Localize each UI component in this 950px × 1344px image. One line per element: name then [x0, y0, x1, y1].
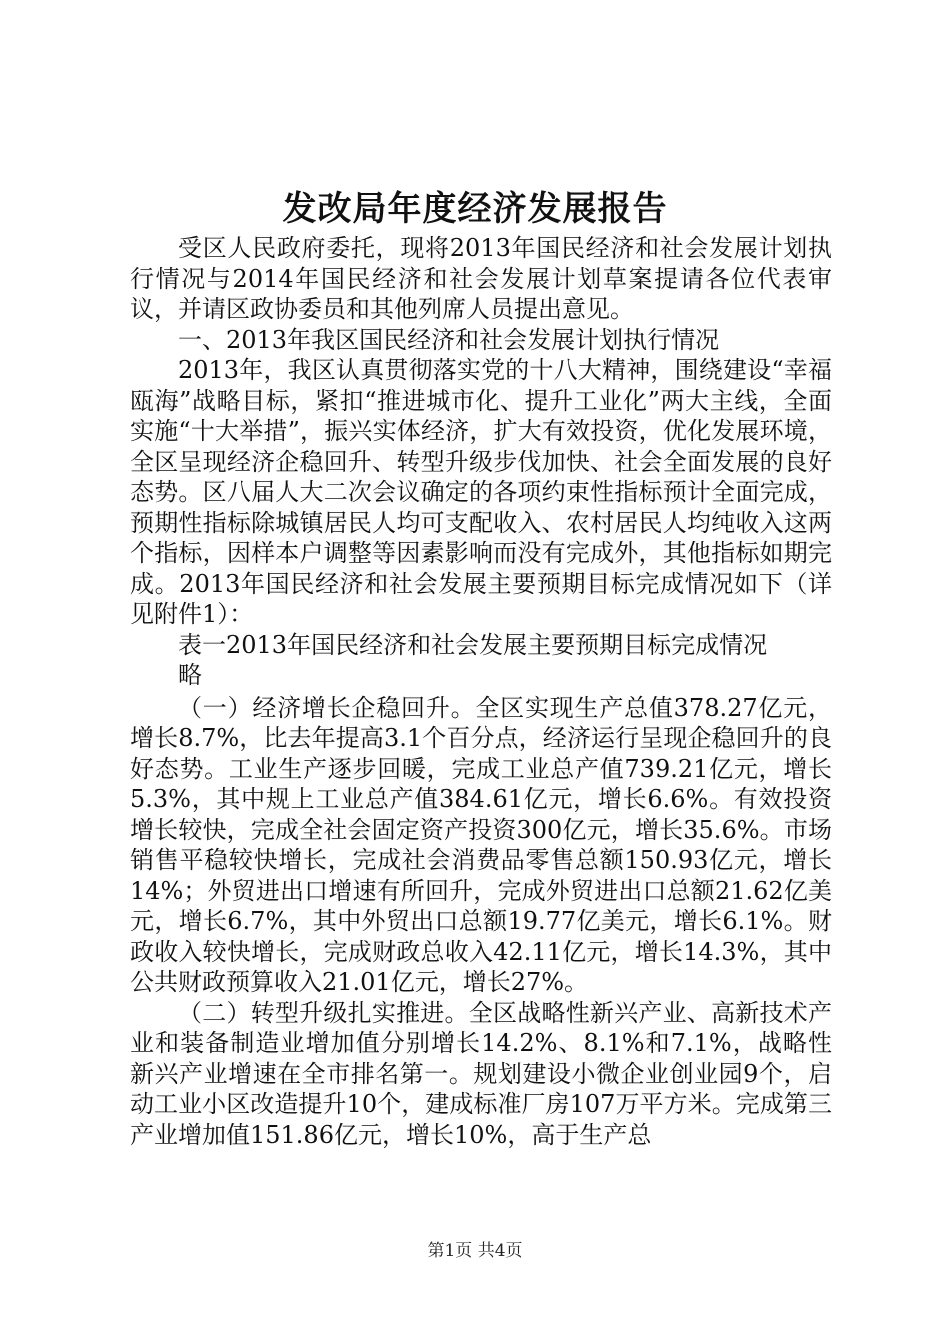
overview-paragraph: 2013年，我区认真贯彻落实党的十八大精神，围绕建设“幸福瓯海”战略目标，紧扣“推进城市化、提升工业化”两大主线，全面实施“十大举措”，振兴实体经济，扩大有效投资，优化发展环境，全区呈现经济企稳回升、转型升级步伐加快、社会全面发展的良好态势。区八届人大二次会议确定的各项约束性指标预计全面完成，预期性指标除城镇居民人均可支配收入、农村居民人均纯收入这两个指标，因样本户调整等因素影响而没有完成外，其他指标如期完成。2013年国民经济和社会发展主要预期目标完成情况如下（详见附件1）：: [130, 356, 832, 628]
section-heading: 一、2013年我区国民经济和社会发展计划执行情况: [178, 325, 720, 354]
page-footer: 第1页 共4页: [427, 1241, 523, 1261]
omitted-note: 略: [178, 661, 202, 689]
document-body: [130, 233, 832, 1150]
table-caption: 表一2013年国民经济和社会发展主要预期目标完成情况: [178, 630, 768, 659]
economy-paragraph: （一）经济增长企稳回升。全区实现生产总值378.27亿元，增长8.7%，比去年提高3.1个百分点，经济运行呈现企稳回升的良好态势。工业生产逐步回暖，完成工业总产值739.21亿元，增长5.3%，其中规上工业总产值384.61亿元，增长6.6%。有效投资增长较快，完成全社会固定资产投资300亿元，增长35.6%。市场销售平稳较快增长，完成社会消费品零售总额150.93亿元，增长14%；外贸进出口增速有所回升，完成外贸进出口总额21.62亿美元，增长6.7%，其中外贸出口总额19.77亿美元，增长6.1%。财政收入较快增长，完成财政总收入42.11亿元，增长14.3%，其中公共财政预算收入21.01亿元，增长27%。: [130, 693, 832, 996]
intro-paragraph: 受区人民政府委托，现将2013年国民经济和社会发展计划执行情况与2014年国民经济和社会发展计划草案提请各位代表审议，并请区政协委员和其他列席人员提出意见。: [130, 234, 832, 323]
document-title: 发改局年度经济发展报告: [282, 189, 668, 229]
transformation-paragraph: （二）转型升级扎实推进。全区战略性新兴产业、高新技术产业和装备制造业增加值分别增长14.2%、8.1%和7.1%，战略性新兴产业增速在全市排名第一。规划建设小微企业创业园9个，启动工业小区改造提升10个，建成标准厂房107万平方米。完成第三产业增加值151.86亿元，增长10%，高于生产总: [130, 998, 832, 1149]
